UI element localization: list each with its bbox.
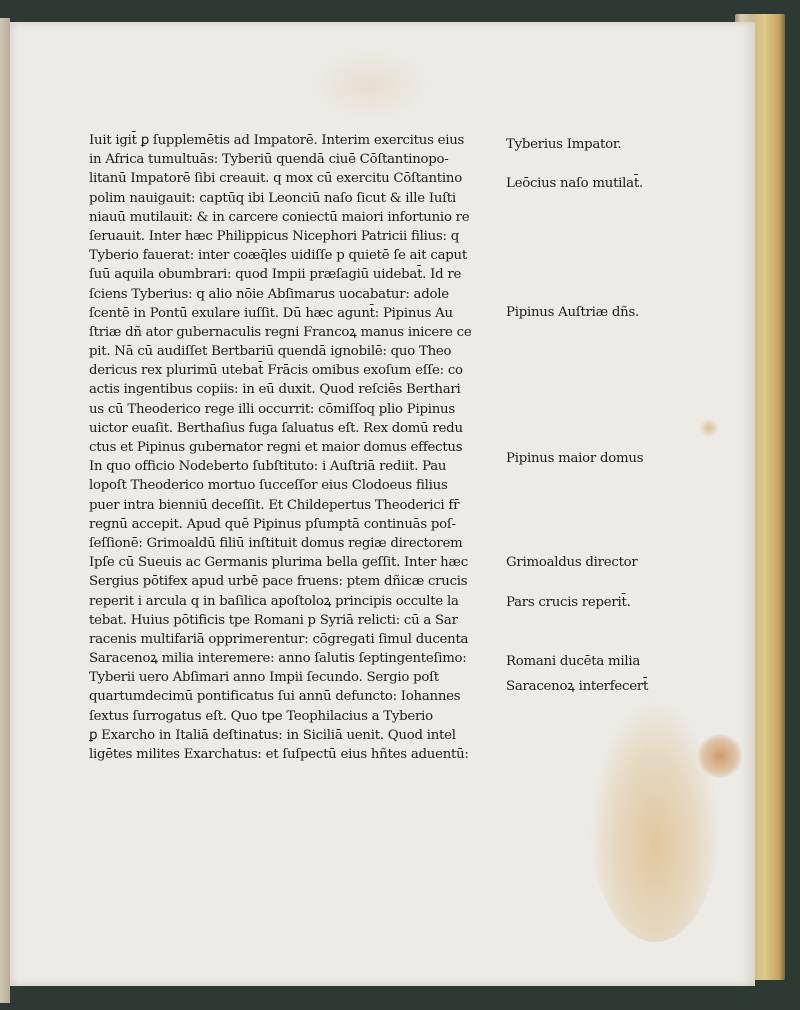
text-line: litanū Impatorē ſibi creauit. q mox cū exercitu Cōſtantino [89,171,462,187]
text-line: ſeruauit. Inter hæc Philippicus Nicephori Patricii filius: q [89,228,460,244]
text-line: Iuit igit̄ ꝑ ſupplemētis ad Impatorē. Interim exercitus eius [89,133,465,148]
text-line: Ipſe cū Sueuis ac Germanis plurima bella geſſit. Inter hæc [89,555,468,571]
water-stain-spot [698,734,742,778]
water-stain [590,702,720,942]
text-line: niauū mutilauit: & in carcere coniectū maiori infortunio re [89,209,470,225]
margin-note: Pars crucis reperit̄. [506,595,631,610]
text-line: Sergius pōtifex apud urbē pace fruens: ptem dñicæ crucis [89,574,468,590]
paper-stain [700,417,718,439]
text-line: quartumdecimū pontificatus ſui annū defuncto: Iohannes [89,689,461,705]
text-line: Saracenoꝝ milia interemere: anno ſalutis ſeptingenteſimo: [89,651,467,667]
text-line: ſuū aquila obumbrari: quod Impii præſagiū uidebat̄. Id re [89,267,462,283]
text-line: actis ingentibus copiis: in eū duxit. Quod reſciēs Berthari [89,382,461,398]
margin-note: Saracenoꝝ interfecert̄ [506,679,649,694]
text-line: regnū accepit. Apud quē Pipinus pſumptā continuās poſ- [89,516,456,532]
text-line: lopoſt Theoderico mortuo ſucceſſor eius Clodoeus filius [89,478,448,494]
text-line: in Africa tumultuās: Tyberiū quendā ciuē Cōſtantinopo- [89,152,449,168]
text-line: uictor euaſit. Berthaſius fuga ſaluatus eſt. Rex domū redu [89,420,463,436]
margin-note: Pipinus Auſtriæ dñs. [506,305,640,320]
margin-note: Grimoaldus director [506,555,638,570]
text-line: tebat. Huius pōtificis tpe Romani p Syriā relicti: cū a Sar [89,612,458,628]
text-line: polim nauigauit: captūq ibi Leonciū naſo ſicut & ille Iuſti [89,190,456,206]
text-line: ſeſſionē: Grimoaldū filiū inſtituit domus regiæ directorem [89,535,463,551]
facing-page-edge [0,18,10,1003]
text-line: ligētes milites Exarchatus: et ſuſpectū eius hñtes aduentū: [89,747,469,762]
text-line: ſtriæ dñ ator gubernaculis regni Francoꝝ manus inicere ce [89,324,472,340]
text-line: Tyberii uero Abſimari anno Impii ſecundo. Sergio poſt [89,670,439,686]
text-line: ctus et Pipinus gubernator regni et maior domus effectus [89,440,463,455]
text-line: puer intra bienniū deceſſit. Et Childepertus Theoderici fr̄ [89,497,460,513]
margin-note: Leōcius naſo mutilat̄. [506,176,643,191]
text-line: ſciens Tyberius: q alio nōie Abſimarus uocabatur: adole [89,286,449,302]
text-line: In quo officio Nodeberto ſubſtituto: i Auſtriā rediit. Pau [89,459,447,475]
main-text-column [89,131,504,764]
text-line: ſcentē in Pontū exulare iuſſit. Dū hæc agunt̄: Pipinus Au [89,305,453,321]
text-line: ſextus ſurrogatus eſt. Quo tpe Teophilacius a Tyberio [89,708,433,724]
text-line: ꝑ Exarcho in Italiā deſtinatus: in Siciliā uenit. Quod intel [89,727,456,743]
text-line: us cū Theoderico rege illi occurrit: cōmiſſoq plio Pipinus [89,401,455,417]
text-line: dericus rex plurimū utebat̄ Frācis omibus exoſum eſſe: co [89,363,463,379]
paper-stain [310,50,430,120]
book-page [10,22,755,986]
text-line: reperit i arcula q in baſilica apoſtoloꝝ principis occulte la [89,593,459,609]
text-line: racenis multifariā opprimerentur: cōgregati ſimul ducenta [89,631,469,647]
text-line: Tyberio fauerat: inter coæq̄les uidiſſe p quietē ſe ait caput [89,248,467,264]
text-line: pit. Nā cū audiſſet Bertbariū quendā ignobilē: quo Theo [89,344,452,360]
margin-note: Pipinus maior domus [506,451,644,466]
margin-note: Romani ducēta milia [506,654,641,669]
margin-note: Tyberius Impator. [506,137,622,152]
